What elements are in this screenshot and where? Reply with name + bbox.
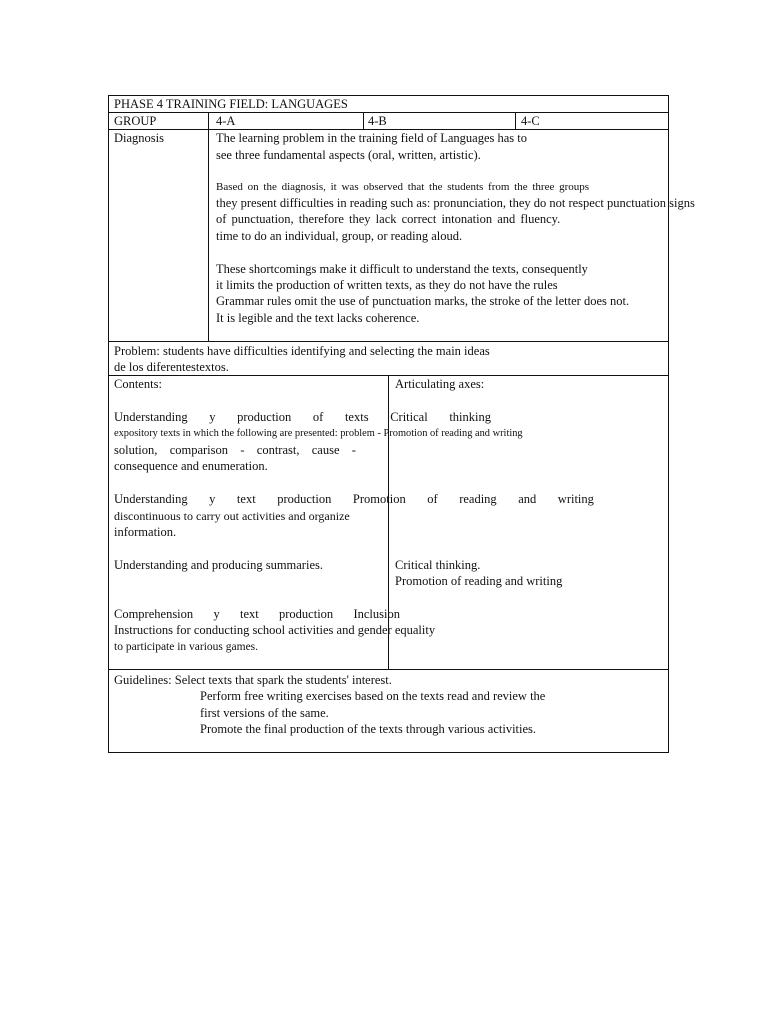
diagnosis-line: it limits the production of written texts, as they do not have the rules	[216, 278, 558, 292]
contents-block2-line2: discontinuous to carry out activities and organize	[114, 509, 350, 523]
contents-block1-line4: consequence and enumeration.	[114, 459, 268, 473]
word: solution,	[114, 443, 158, 457]
diagnosis-line: see three fundamental aspects (oral, written, artistic).	[216, 148, 481, 162]
contents-header: Contents:	[114, 377, 162, 391]
word: cause	[311, 443, 340, 457]
guidelines-line: Promote the final production of the texts through various activities.	[200, 722, 537, 736]
document-table	[108, 95, 695, 753]
contents-block2-line3: information.	[114, 525, 177, 539]
word: -	[351, 443, 356, 457]
diagnosis-line: they present difficulties in reading such as: pronunciation, they do not respect punctuation signs	[216, 196, 695, 210]
col-divider-4b	[363, 112, 364, 130]
col-divider-4c	[515, 112, 516, 130]
diagnosis-label: Diagnosis	[114, 131, 164, 145]
group-label: GROUP	[114, 114, 157, 128]
axes-block3-line1: Critical thinking.	[395, 558, 481, 572]
guidelines-label: Guidelines: Select texts that spark the students' interest.	[114, 673, 392, 687]
word: y	[209, 492, 216, 506]
guidelines-line: first versions of the same.	[200, 706, 329, 720]
word: y	[209, 410, 216, 424]
word: Comprehension	[114, 607, 194, 621]
diagnosis-line: Grammar rules omit the use of punctuation marks, the stroke of the letter does not.	[216, 294, 630, 308]
document-title: PHASE 4 TRAINING FIELD: LANGUAGES	[114, 97, 348, 111]
word: of	[427, 492, 438, 506]
word: Promotion	[352, 492, 406, 506]
contents-block4-line1	[114, 606, 400, 622]
group-4c: 4-C	[521, 114, 540, 128]
word: Understanding	[114, 410, 188, 424]
problem-line: Problem: students have difficulties identifying and selecting the main ideas	[114, 344, 490, 358]
table-border-left	[108, 95, 109, 753]
word: Inclusion	[353, 607, 400, 621]
contents-block3-left: Understanding and producing summaries.	[114, 558, 323, 572]
diagnosis-line: The learning problem in the training field of Languages has to	[216, 131, 528, 145]
word: text	[239, 607, 259, 621]
word: Understanding	[114, 492, 188, 506]
group-4a: 4-A	[216, 114, 236, 128]
row-divider-title	[108, 112, 669, 113]
word: of	[312, 410, 324, 424]
word: production	[277, 492, 332, 506]
word: production	[237, 410, 292, 424]
group-4b: 4-B	[368, 114, 387, 128]
col-divider-label	[208, 112, 209, 342]
contents-block1-line2: expository texts in which the following are presented: problem - Promotion of reading and writing	[114, 428, 523, 439]
contents-block2-line1	[114, 491, 594, 507]
diagnosis-line: It is legible and the text lacks coherence.	[216, 311, 420, 325]
word: -	[240, 443, 245, 457]
word: reading	[459, 492, 497, 506]
guidelines-line: Perform free writing exercises based on the texts read and review the	[200, 689, 546, 703]
word: Critical	[390, 410, 428, 424]
word: comparison	[169, 443, 229, 457]
axes-block3-line2: Promotion of reading and writing	[395, 574, 563, 588]
diagnosis-line: time to do an individual, group, or reading aloud.	[216, 229, 463, 243]
word: text	[236, 492, 256, 506]
diagnosis-line: of punctuation, therefore they lack correct intonation and fluency.	[216, 212, 561, 226]
word: production	[279, 607, 334, 621]
table-border-bottom	[108, 752, 669, 753]
contents-block1-line1	[114, 409, 491, 425]
word: texts	[344, 410, 369, 424]
contents-block1-line3	[114, 442, 356, 458]
word: thinking	[449, 410, 491, 424]
contents-block4-line3: to participate in various games.	[114, 641, 259, 653]
problem-line: de los diferentestextos.	[114, 360, 229, 374]
diagnosis-line-small: Based on the diagnosis, it was observed that the students from the three groups	[216, 181, 590, 193]
axes-header: Articulating axes:	[395, 377, 485, 391]
diagnosis-line: These shortcomings make it difficult to understand the texts, consequently	[216, 262, 588, 276]
word: and	[518, 492, 537, 506]
word: contrast,	[256, 443, 300, 457]
contents-block4-line2: Instructions for conducting school activities and gender equality	[114, 623, 436, 637]
table-border-right	[668, 95, 669, 753]
word: y	[213, 607, 220, 621]
word: writing	[557, 492, 594, 506]
row-divider-diagnosis	[108, 341, 669, 342]
